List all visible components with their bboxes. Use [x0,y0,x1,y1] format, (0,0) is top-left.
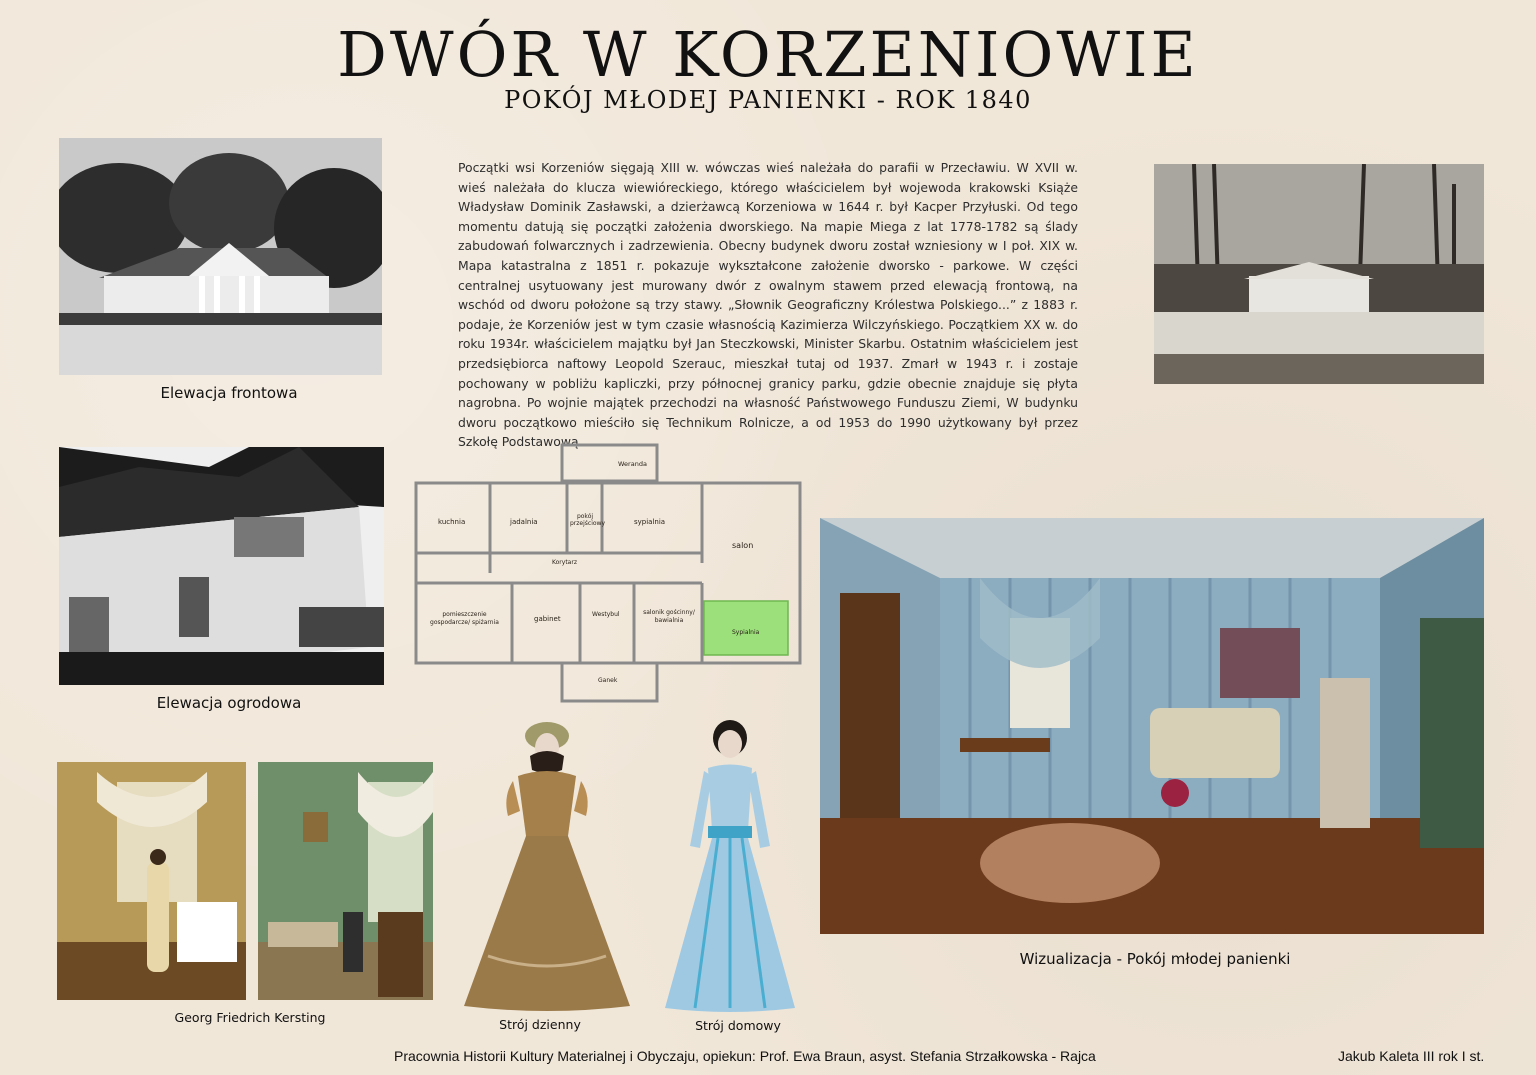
visualization-caption: Wizualizacja - Pokój młodej panienki [1019,950,1291,968]
home-dress-figure [660,716,800,1016]
plan-label-sypialnia: sypialnia [634,518,666,526]
plan-label-ganek: Ganek [598,677,618,684]
front-elevation-photo [59,138,382,375]
floor-plan [402,443,810,705]
plan-label-kuchnia: kuchnia [438,518,466,526]
plan-label-korytarz: Korytarz [552,559,577,566]
page-title: DWÓR W KORZENIOWIE [337,18,1199,91]
plan-label-spizarnia: pomieszczenie gospodarcze/ spiżarnia [430,611,499,626]
plan-label-gabinet: gabinet [534,615,561,623]
front-elevation-caption: Elewacja frontowa [160,384,298,402]
plan-label-westybul: Westybul [592,611,620,618]
garden-elevation-caption: Elewacja ogrodowa [156,694,302,712]
footer-author: Jakub Kaleta III rok I st. [1338,1048,1485,1064]
room-visualization [820,518,1484,934]
kersting-painting-right [258,762,433,1000]
day-dress-caption: Strój dzienny [499,1017,581,1032]
intro-text: Początki wsi Korzeniów sięgają XIII w. wówczas wieś należała do parafii w Przecławiu. W XVII w. wieś należała do klucza wiewióreckiego, którego właścicielem był wojewoda krakowski Książe Władysław Dominik Zasławski, a dzierżawcą Korzeniowa w 1644 r. był Kacper Przyłuski. Od tego momentu datują się początki założenia dworskiego. Na mapie Miega z lat 1778-1782 są ślady zabudowań folwarcznych i zadrzewienia. Obecny budynek dworu został wzniesiony w I poł. XIX w. Mapa katastralna z 1851 r. pokazuje wykształcone założenie dworsko - parkowe. W części centralnej usytuowany jest murowany dwór z owalnym stawem przed elewacją frontową, na wschód od dworu położone są trzy stawy. „Słownik Geograficzny Królestwa Polskiego...” z 1883 r. podaje, że Korzeniów jest w tym czasie własnością Kazimierza Wilczyńskiego. Początkiem XX w. do roku 1934r. właścicielem majątku był Jan Steczkowski, Minister Skarbu. Ostatnim właścicielem jest przedsiębiorca naftowy Leopold Szerauc, mieszkał tutaj od 1937. Zmarł w 1943 r. i zostaje pochowany w pobliżu kapliczki, przy północnej granicy parku, gdzie obecnie znajduje się płyta nagrobna. Po wojnie majątek przechodzi na własność Państwowego Funduszu Ziemi, W budynku dworu początkowo mieściło się Technikum Rolnicze, a od 1953 do 1990 użytkowany był przez Szkołę Podstawową. [458,160,1078,450]
plan-label-weranda: Weranda [618,460,647,468]
home-dress-caption: Strój domowy [695,1018,781,1033]
plan-label-sypialnia-highlight: Sypialnia [732,629,760,636]
footer-credits: Pracownia Historii Kultury Materialnej i Obyczaju, opiekun: Prof. Ewa Braun, asyst. Stefania Strzałkowska - Rajca [394,1048,1096,1064]
winter-manor-photo [1154,164,1484,384]
highlighted-bedroom [704,601,788,655]
plan-label-salonik: salonik gościnny/ bawialnia [643,609,695,624]
kersting-caption: Georg Friedrich Kersting [174,1010,326,1025]
plan-label-salon: salon [732,541,754,550]
day-dress-figure [458,716,636,1016]
plan-label-pokoj-przejsciowy: pokój przejściowy [570,513,606,527]
kersting-painting-left [57,762,246,1000]
garden-elevation-photo [59,447,384,685]
page-subtitle: POKÓJ MŁODEJ PANIENKI - ROK 1840 [504,86,1032,114]
plan-label-jadalnia: jadalnia [510,518,538,526]
